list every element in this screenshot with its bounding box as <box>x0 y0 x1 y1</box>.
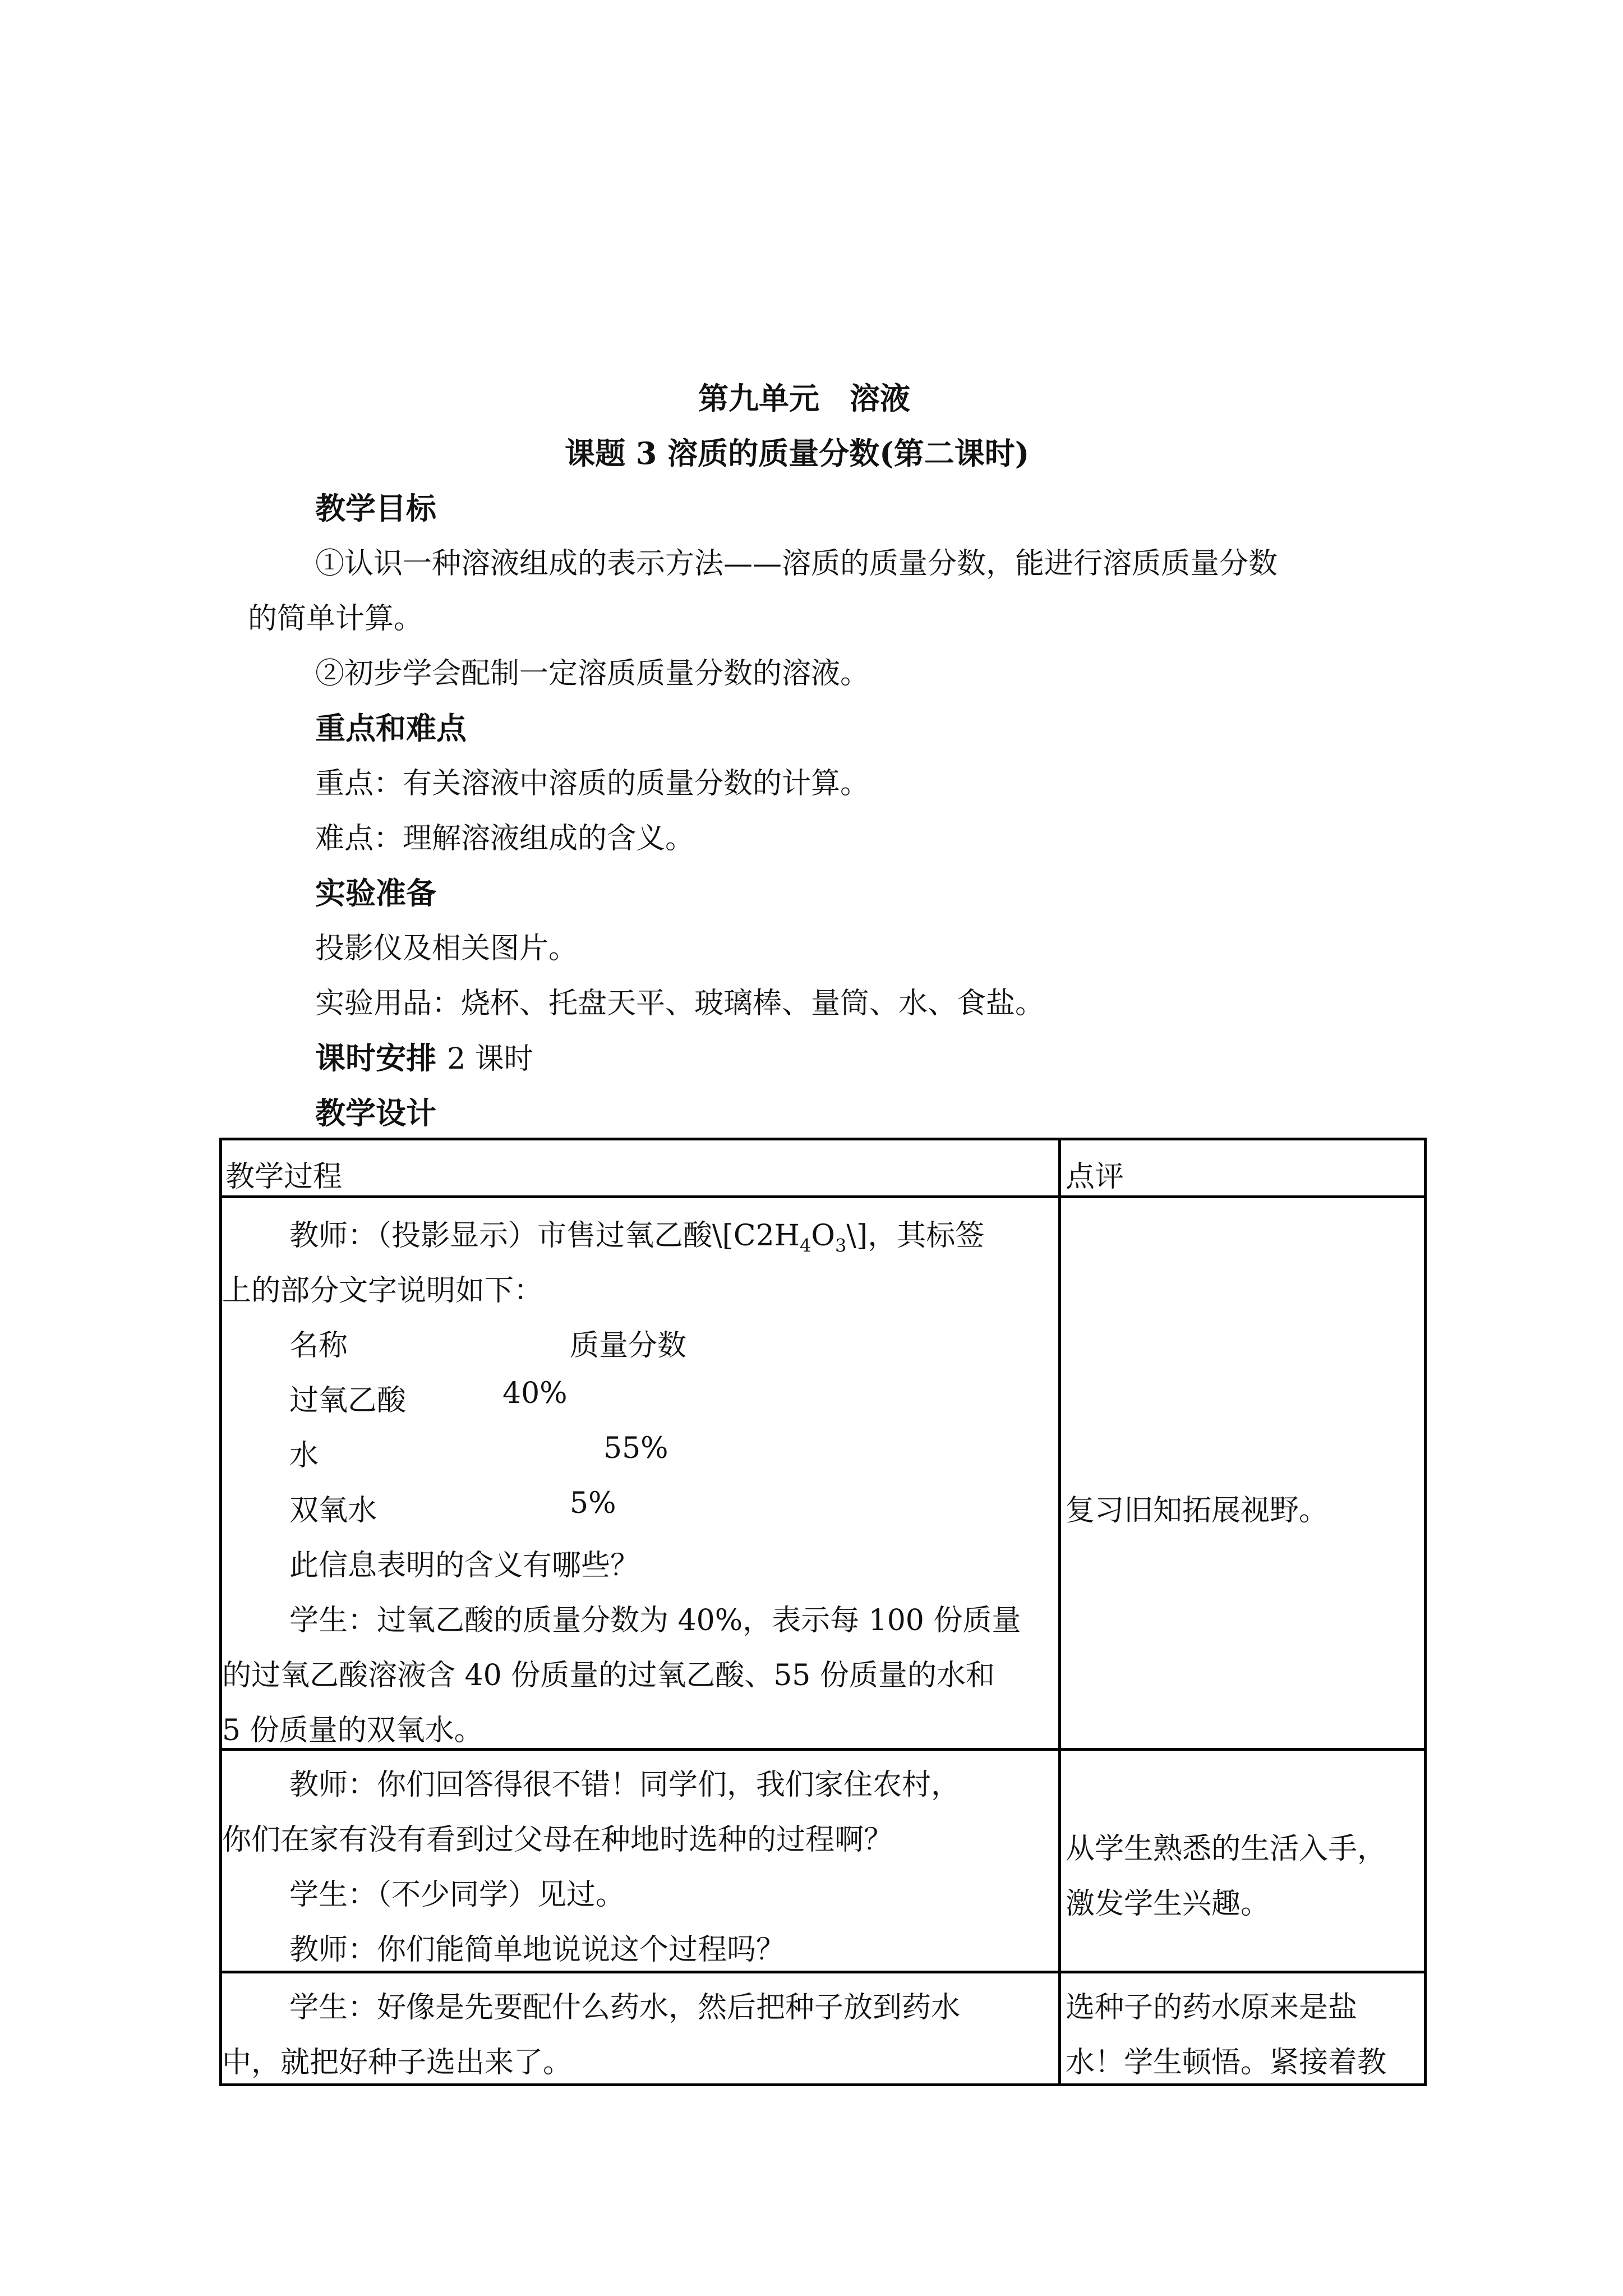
header-process-cell <box>221 1139 1060 1197</box>
comment-cell-1 <box>1060 1197 1426 1750</box>
row3-line-1: 学生：好像是先要配什么药水，然后把种子放到药水 <box>289 1991 961 2024</box>
row1-comment: 复习旧知拓展视野。 <box>1066 1494 1329 1527</box>
row2-comment-line-2: 激发学生兴趣。 <box>1066 1887 1270 1921</box>
objective-1-line-2: 的简单计算。 <box>248 602 423 636</box>
table-row <box>221 1750 1426 1972</box>
row3-comment-line-2: 水！学生顿悟。紧接着教 <box>1066 2046 1387 2079</box>
row3-line-2: 中，就把好种子选出来了。 <box>222 2046 573 2079</box>
header-comment: 点评 <box>1066 1160 1124 1194</box>
design-table <box>219 1138 1427 2086</box>
row1-line-10: 5 份质量的双氧水。 <box>222 1714 483 1747</box>
key-points-heading: 重点和难点 <box>315 710 467 746</box>
objective-2: ②初步学会配制一定溶质质量分数的溶液。 <box>315 657 870 691</box>
unit-title: 第九单元 溶液 <box>698 380 910 416</box>
row1-line-2: 上的部分文字说明如下： <box>222 1274 543 1308</box>
table-header-row <box>221 1139 1426 1197</box>
row1-line-9: 的过氧乙酸溶液含 40 份质量的过氧乙酸、55 份质量的水和 <box>222 1659 995 1692</box>
process-cell-3 <box>221 1972 1060 2085</box>
schedule-line <box>315 1034 533 1078</box>
row1-line-8: 学生：过氧乙酸的质量分数为 40%，表示每 100 份质量 <box>289 1604 1021 1637</box>
key-point: 重点：有关溶液中溶质的质量分数的计算。 <box>315 767 870 800</box>
prep-line-1: 投影仪及相关图片。 <box>315 932 578 965</box>
row2-line-1: 教师：你们回答得很不错！同学们，我们家住农村， <box>289 1768 961 1802</box>
design-heading: 教学设计 <box>315 1095 436 1131</box>
row1-item-name-1: 过氧乙酸 <box>289 1384 407 1418</box>
row2-line-4: 教师：你们能简单地说说这个过程吗？ <box>289 1933 786 1967</box>
row1-fraction-header: 质量分数 <box>570 1329 687 1363</box>
prep-heading: 实验准备 <box>315 875 436 911</box>
row1-item-value-3: 5% <box>570 1487 616 1520</box>
process-cell-1 <box>221 1197 1060 1750</box>
objectives-heading: 教学目标 <box>315 490 436 526</box>
row3-comment-line-1: 选种子的药水原来是盐 <box>1066 1991 1358 2024</box>
prep-line-2: 实验用品：烧杯、托盘天平、玻璃棒、量筒、水、食盐。 <box>315 987 1045 1020</box>
comment-cell-2 <box>1060 1750 1426 1972</box>
schedule-value: 2 课时 <box>447 1042 533 1076</box>
header-process: 教学过程 <box>225 1160 343 1194</box>
table-row <box>221 1197 1426 1750</box>
row1-item-name-3: 双氧水 <box>289 1494 377 1527</box>
table-row <box>221 1972 1426 2085</box>
process-cell-2 <box>221 1750 1060 1972</box>
row1-line-7: 此信息表明的含义有哪些？ <box>289 1549 640 1582</box>
comment-cell-3 <box>1060 1972 1426 2085</box>
objective-1-line-1: ①认识一种溶液组成的表示方法——溶质的质量分数，能进行溶质质量分数 <box>315 547 1278 581</box>
row2-line-3: 学生：（不少同学）见过。 <box>289 1878 625 1912</box>
lesson-title: 课题 3 溶质的质量分数(第二课时) <box>565 435 1030 471</box>
difficult-point: 难点：理解溶液组成的含义。 <box>315 822 695 855</box>
row1-name-header: 名称 <box>289 1329 348 1363</box>
schedule-heading: 课时安排 <box>315 1040 436 1076</box>
header-comment-cell <box>1060 1139 1426 1197</box>
row2-line-2: 你们在家有没有看到过父母在种地时选种的过程啊？ <box>222 1823 893 1857</box>
row1-item-name-2: 水 <box>289 1439 319 1473</box>
row2-comment-line-1: 从学生熟悉的生活入手， <box>1066 1832 1387 1866</box>
row1-item-value-2: 55% <box>603 1432 668 1465</box>
row1-item-value-1: 40% <box>502 1377 568 1410</box>
row1-line-1: 教师：（投影显示）市售过氧乙酸$\backslash[C2H_4O_3\backslash]$，其标签 <box>289 1219 985 1257</box>
